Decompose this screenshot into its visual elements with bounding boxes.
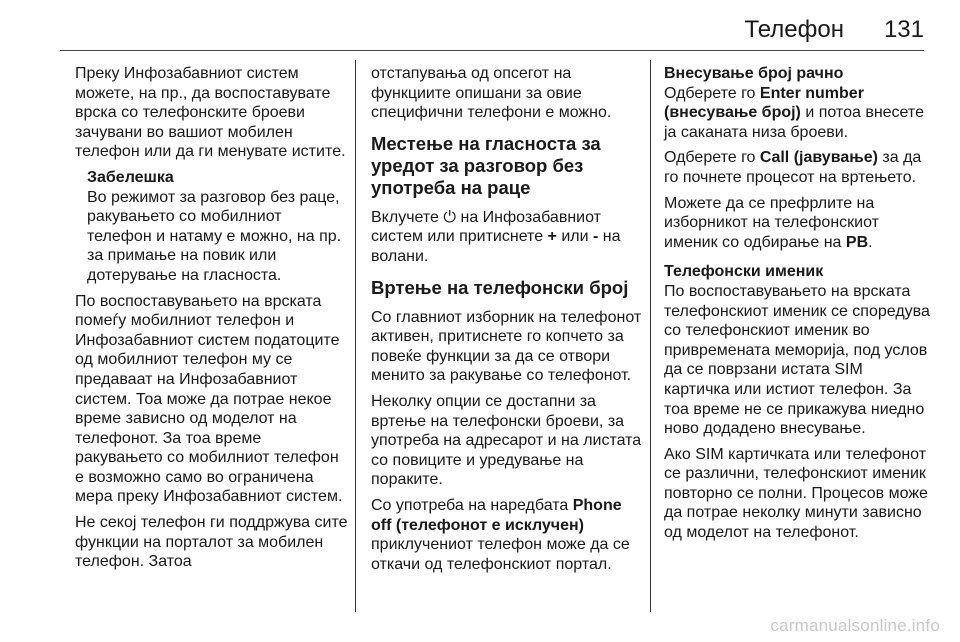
connection-paragraph: По воспоставувањето на врската помеѓу мобилниот телефон и Инфозабавниот систем податоците од мобилниот телефон му се предаваат на Инфозабавниот систем. Тоа може да потрае некое време зависно од моделот на телефонот. За тоа време ракувањето со мобилниот телефон е возможно само во ограничена мера преку Инфозабавниот систем. <box>75 292 343 506</box>
minus-key: - <box>593 228 599 246</box>
column-3 <box>664 64 930 549</box>
column-divider-2 <box>650 60 651 612</box>
note-title: Забелешка <box>87 168 174 186</box>
heading-manual-entry: Внесување број рачно <box>664 65 844 82</box>
dial-paragraph-2: Неколку опции се достапни за вртење на телефонски броеви, за употреба на адресарот и на листата со повиците и уредување на пораките. <box>371 392 642 489</box>
heading-phonebook: Телефонски именик <box>664 263 824 281</box>
phonebook-paragraph-1: По воспоставувањето на врската телефонскиот именик се споредува со телефонскиот именик во привремената меморија, под услов да се поврзани истата SIM картичка или истиот телефон. За тоа време не се прикажува ниедно ново додадено внесување. <box>664 282 930 438</box>
note-text: Во режимот за разговор без раце, ракувањето со мобилниот телефон и натаму е можно, на пр. за примање на повик или дотерување на гласноста. <box>87 188 342 284</box>
phone-off-command: Phone off (телефонот е исклучен) <box>371 496 622 534</box>
plus-key: + <box>547 228 557 246</box>
volume-paragraph: Вклучете ⏻ на Инфозабавниот систем или притиснете + или - на волани. <box>371 208 621 265</box>
column-1 <box>75 64 350 578</box>
enter-number-command: Enter number (внесување број) <box>664 84 864 122</box>
heading-dial: Вртење на телефонски број <box>371 276 629 298</box>
heading-volume: Местење на гласноста за уредот за разговор без употреба на раце <box>371 132 601 198</box>
pb-command: PB <box>845 233 869 251</box>
column-2 <box>371 64 643 580</box>
deviation-paragraph: отстапувања од опсегот на функциите опишани за овие специфични телефони е можно. <box>371 65 612 122</box>
support-paragraph: Не секој телефон ги поддржува сите функции на порталот за мобилен телефон. Затоа <box>75 514 348 571</box>
call-paragraph: Одберете го Call (јавување) за да го почнете процесот на вртењето. <box>664 149 922 186</box>
column-divider-1 <box>355 60 356 612</box>
watermark: carmanualsonline.info <box>770 616 940 635</box>
page-number: 131 <box>883 16 924 43</box>
intro-paragraph: Преку Инфозабавниот систем можете, на пр., да воспоставувате врска со телефонските броеви зачувани во вашиот мобилен телефон или да ги менувате иститe. <box>75 65 346 161</box>
header-rule <box>60 50 924 51</box>
phone-off-paragraph: Со употреба на наредбата Phone off (телефонот е исклучен) приклучениот телефон може да се откачи од телефонскиот портал. <box>371 496 630 573</box>
page-header <box>0 14 924 54</box>
power-icon: ⏻ <box>443 208 457 226</box>
dial-paragraph-1: Со главниот изборник на телефонот активен, притиснете го копчето за повеќе функции за да се отвори менито за ракување со телефонот. <box>371 308 642 385</box>
call-command: Call (јавување) <box>759 149 878 167</box>
note-block <box>75 168 350 286</box>
page-title: Телефон <box>744 16 844 43</box>
phonebook-switch-paragraph: Можете да се префрлите на изборникот на телефонскиот именик со одбирање на PB. <box>664 194 879 251</box>
phonebook-paragraph-2: Ако SIM картичката или телефонот се различни, телефонскиот именик повторно се полни. Процесов може да потрае неколку минути зависно од моделот на телефонот. <box>664 445 928 542</box>
manual-entry-paragraph: Одберете го Enter number (внесување број) и потоа внесете ја саканата низа броеви. <box>664 84 924 141</box>
